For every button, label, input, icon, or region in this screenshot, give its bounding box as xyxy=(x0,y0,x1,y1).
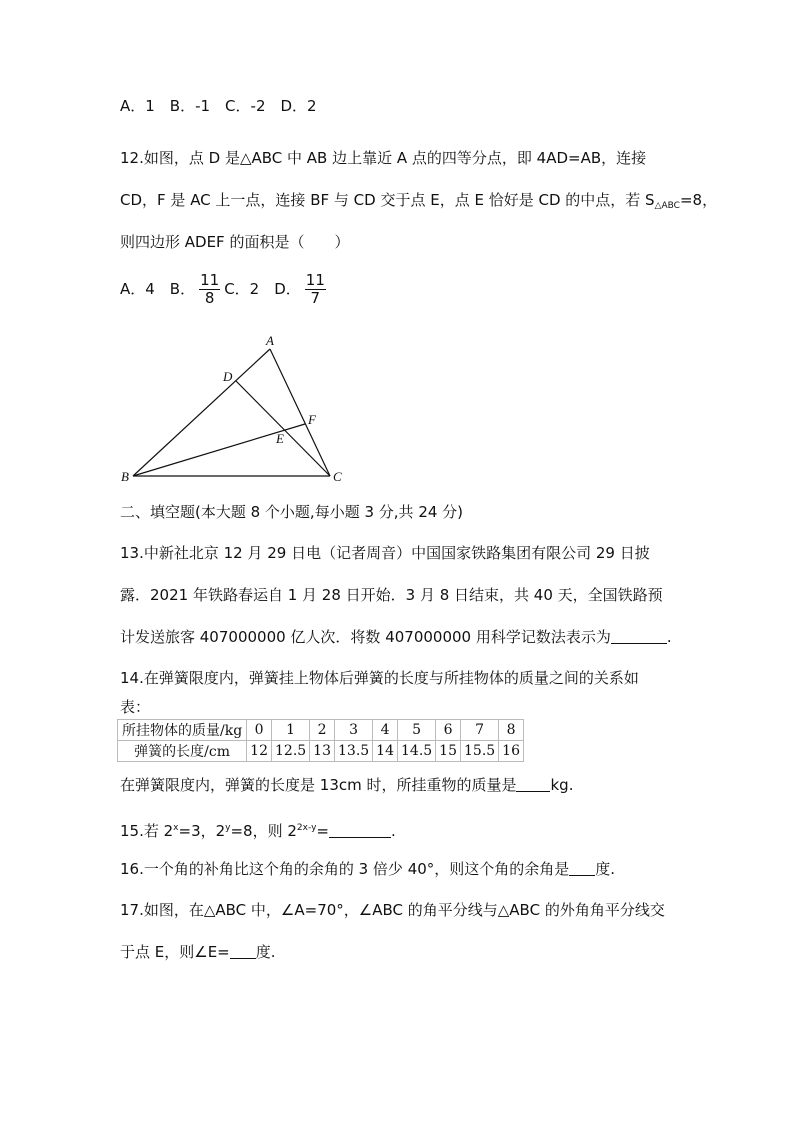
q12-line-1: 12.如图，点 D 是△ABC 中 AB 边上靠近 A 点的四等分点，即 4AD=AB，连接 xyxy=(120,149,647,167)
table-cell: 13.5 xyxy=(335,741,373,762)
q12-option-d-fraction xyxy=(305,272,326,307)
q17-line-1: 17.如图，在△ABC 中，∠A=70°，∠ABC 的角平分线与△ABC 的外角角平分线交 xyxy=(120,901,665,919)
q14-line-1: 14.在弹簧限度内，弹簧挂上物体后弹簧的长度与所挂物体的质量之间的关系如 xyxy=(120,669,639,687)
segment-ab xyxy=(133,349,270,476)
table-row-1-label: 所挂物体的质量/kg xyxy=(118,720,247,741)
q17-line-2-text: 于点 E，则∠E= xyxy=(120,943,230,961)
q12-option-c: C．2 D． xyxy=(224,280,301,298)
q12-options xyxy=(120,272,330,307)
segment-bf xyxy=(133,424,305,476)
q15-text-2: =3，2 xyxy=(178,822,226,840)
table-cell: 14.5 xyxy=(398,741,436,762)
q12-option-b-fraction xyxy=(199,272,220,307)
q15-exponent-2: y xyxy=(225,823,231,833)
q12-option-d-denominator: 7 xyxy=(310,289,321,307)
q17-answer-blank[interactable] xyxy=(230,944,256,959)
q14-line-2: 表： xyxy=(120,698,151,716)
segment-ac xyxy=(270,349,330,476)
label-a: A xyxy=(266,333,274,348)
q13-line-3 xyxy=(120,627,672,647)
table-cell: 7 xyxy=(461,720,499,741)
table-cell: 0 xyxy=(247,720,272,741)
q14-line-3-text: 在弹簧限度内，弹簧的长度是 13cm 时，所挂重物的质量是 xyxy=(120,776,517,794)
table-cell: 8 xyxy=(499,720,524,741)
q15-exponent-1: x xyxy=(173,823,179,833)
table-cell: 14 xyxy=(373,741,398,762)
q13-answer-blank[interactable] xyxy=(611,629,667,644)
table-row-2-label: 弹簧的长度/cm xyxy=(118,741,247,762)
q16-text: 16.一个角的补角比这个角的余角的 3 倍少 40°，则这个角的余角是 xyxy=(120,860,570,878)
table-cell: 16 xyxy=(499,741,524,762)
q11-options: A．1 B．-1 C．-2 D．2 xyxy=(120,97,317,115)
label-e: E xyxy=(276,431,284,446)
q13-line-2: 露．2021 年铁路春运自 1 月 28 日开始．3 月 8 日结束，共 40 天，全国铁路预 xyxy=(120,586,663,604)
segment-cd xyxy=(236,381,330,476)
table-cell: 2 xyxy=(310,720,335,741)
question-16 xyxy=(120,859,615,879)
table-row xyxy=(118,741,524,762)
table-cell: 5 xyxy=(398,720,436,741)
q14-answer-blank[interactable] xyxy=(516,777,550,792)
section-2-heading: 二、填空题(本大题 8 个小题,每小题 3 分,共 24 分) xyxy=(120,503,464,521)
q16-end: 度. xyxy=(595,860,616,878)
q13-line-3-end: . xyxy=(666,628,672,646)
q12-option-d-numerator: 11 xyxy=(305,271,325,289)
q16-answer-blank[interactable] xyxy=(569,861,595,876)
q15-text-1: 15.若 2 xyxy=(120,822,174,840)
q12-option-b-numerator: 11 xyxy=(200,271,220,289)
q14-line-3-end: kg. xyxy=(550,776,574,794)
q17-line-2-end: 度. xyxy=(255,943,276,961)
table-cell: 15 xyxy=(436,741,461,762)
table-cell: 6 xyxy=(436,720,461,741)
label-b: B xyxy=(121,469,129,484)
q14-line-3 xyxy=(120,775,573,795)
q15-answer-blank[interactable] xyxy=(329,823,391,838)
table-cell: 13 xyxy=(310,741,335,762)
q15-text-4: = xyxy=(316,822,329,840)
q15-end: . xyxy=(390,822,396,840)
q13-line-3-text: 计发送旅客 407000000 亿人次．将数 407000000 用科学记数法表示为 xyxy=(120,628,611,646)
q12-line-2-end: =8， xyxy=(679,191,718,209)
q12-option-b-denominator: 8 xyxy=(204,289,215,307)
q12-line-3: 则四边形 ADEF 的面积是（ ） xyxy=(120,233,350,251)
table-cell: 4 xyxy=(373,720,398,741)
table-cell: 15.5 xyxy=(461,741,499,762)
spring-table xyxy=(117,719,524,762)
q17-line-2 xyxy=(120,942,276,962)
table-cell: 1 xyxy=(272,720,310,741)
question-15 xyxy=(120,818,396,841)
label-c: C xyxy=(333,469,342,484)
table-row xyxy=(118,720,524,741)
q15-text-3: =8，则 2 xyxy=(230,822,297,840)
q12-line-2 xyxy=(120,190,717,216)
table-cell: 12.5 xyxy=(272,741,310,762)
label-f: F xyxy=(308,412,316,427)
q12-area-subscript: △ABC xyxy=(654,201,680,211)
q13-line-1: 13.中新社北京 12 月 29 日电（记者周音）中国国家铁路集团有限公司 29 日披 xyxy=(120,544,650,562)
table-cell: 12 xyxy=(247,741,272,762)
q12-line-2-text: CD，F 是 AC 上一点，连接 BF 与 CD 交于点 E，点 E 恰好是 CD 的中点，若 S xyxy=(120,191,655,209)
q12-option-a: A．4 B． xyxy=(120,280,196,298)
label-d: D xyxy=(223,369,233,384)
table-cell: 3 xyxy=(335,720,373,741)
q15-exponent-3: 2x-y xyxy=(296,823,317,833)
